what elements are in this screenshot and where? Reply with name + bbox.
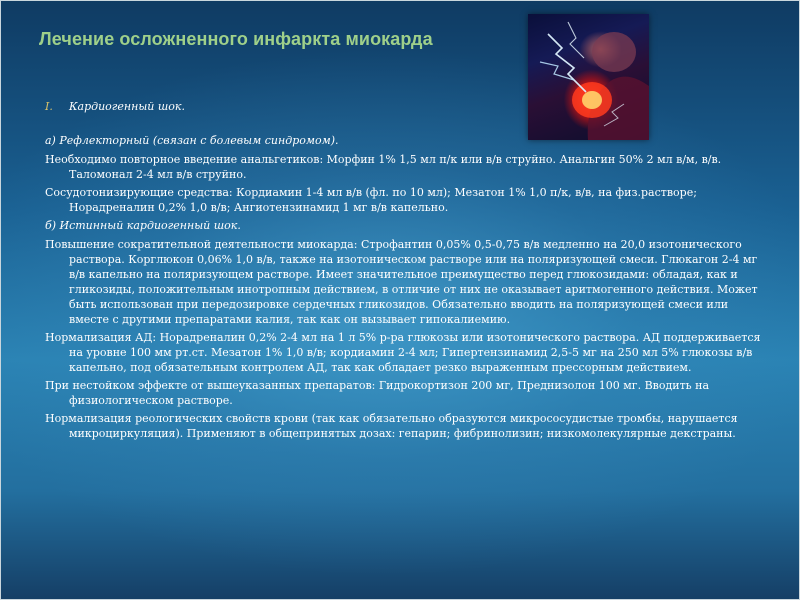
subsection-b-title: б) Истинный кардиогенный шок. [45, 219, 241, 232]
section-number: I. [45, 100, 53, 113]
paragraph-rheology: Нормализация реологических свойств крови (так как обязательно образуются микрососудистые тромбы, нарушается микроциркуляция). Применяют в общепринятых дозах: гепарин; фибринолизин; низкомолекулярные декстраны. [45, 412, 738, 440]
paragraph-contractility: Повышение сократительной деятельности миокарда: Строфантин 0,05% 0,5-0,75 в/в медленно на 20,0 изотонического раствора. Корглюкон 0,06% 1,0 в/в, также на изотоническом растворе или на поляризующей смеси. Глюкагон 2-4 мг в/в капельно на поляризующем растворе. Имеет значительное преимущество перед глюкозидами: обладая, как и гликозиды, положительным инотропным действием, в отличие от них не оказывает аритмогенного действия. Может быть использован при передозировке сердечных гликозидов. Обязательно вводить на поляризующей смеси или вместе с другими препаратами калия, так как он вызывает гипокалиемию. [45, 238, 758, 326]
paragraph-steroids: При нестойком эффекте от вышеуказанных препаратов: Гидрокортизон 200 мг, Преднизолон 100 мг. Вводить на физиологическом растворе. [45, 379, 710, 407]
slide-content [45, 99, 769, 444]
paragraph-blood-pressure: Нормализация АД: Норадреналин 0,2% 2-4 мл на 1 л 5% р-ра глюкозы или изотонического раствора. АД поддерживается на уровне 100 мм рт.ст. Мезатон 1% 1,0 в/в; кордиамин 2-4 мл; Гипертензинамид 2,5-5 мг на 250 мл 5% глюкозы в/в капельно, под обязательным контролем АД, так как обладает резко выраженным прессорным действием. [45, 331, 761, 374]
paragraph-analgesics: Необходимо повторное введение анальгетиков: Морфин 1% 1,5 мл п/к или в/в струйно. Анальгин 50% 2 мл в/м, в/в. Таломонал 2-4 мл в/в струйно. [45, 153, 722, 181]
section-title: Кардиогенный шок. [69, 100, 185, 113]
section-heading [45, 99, 769, 114]
slide-title: Лечение осложненного инфаркта миокарда [39, 29, 433, 49]
subsection-a-title: а) Рефлекторный (связан с болевым синдромом). [45, 134, 339, 147]
paragraph-vasotonic: Сосудотонизирующие средства: Кордиамин 1-4 мл в/в (фл. по 10 мл); Мезатон 1% 1,0 п/к, в/в, на физ.растворе; Норадреналин 0,2% 1,0 в/в; Ангиотензинамид 1 мг в/в капельно. [45, 186, 697, 214]
